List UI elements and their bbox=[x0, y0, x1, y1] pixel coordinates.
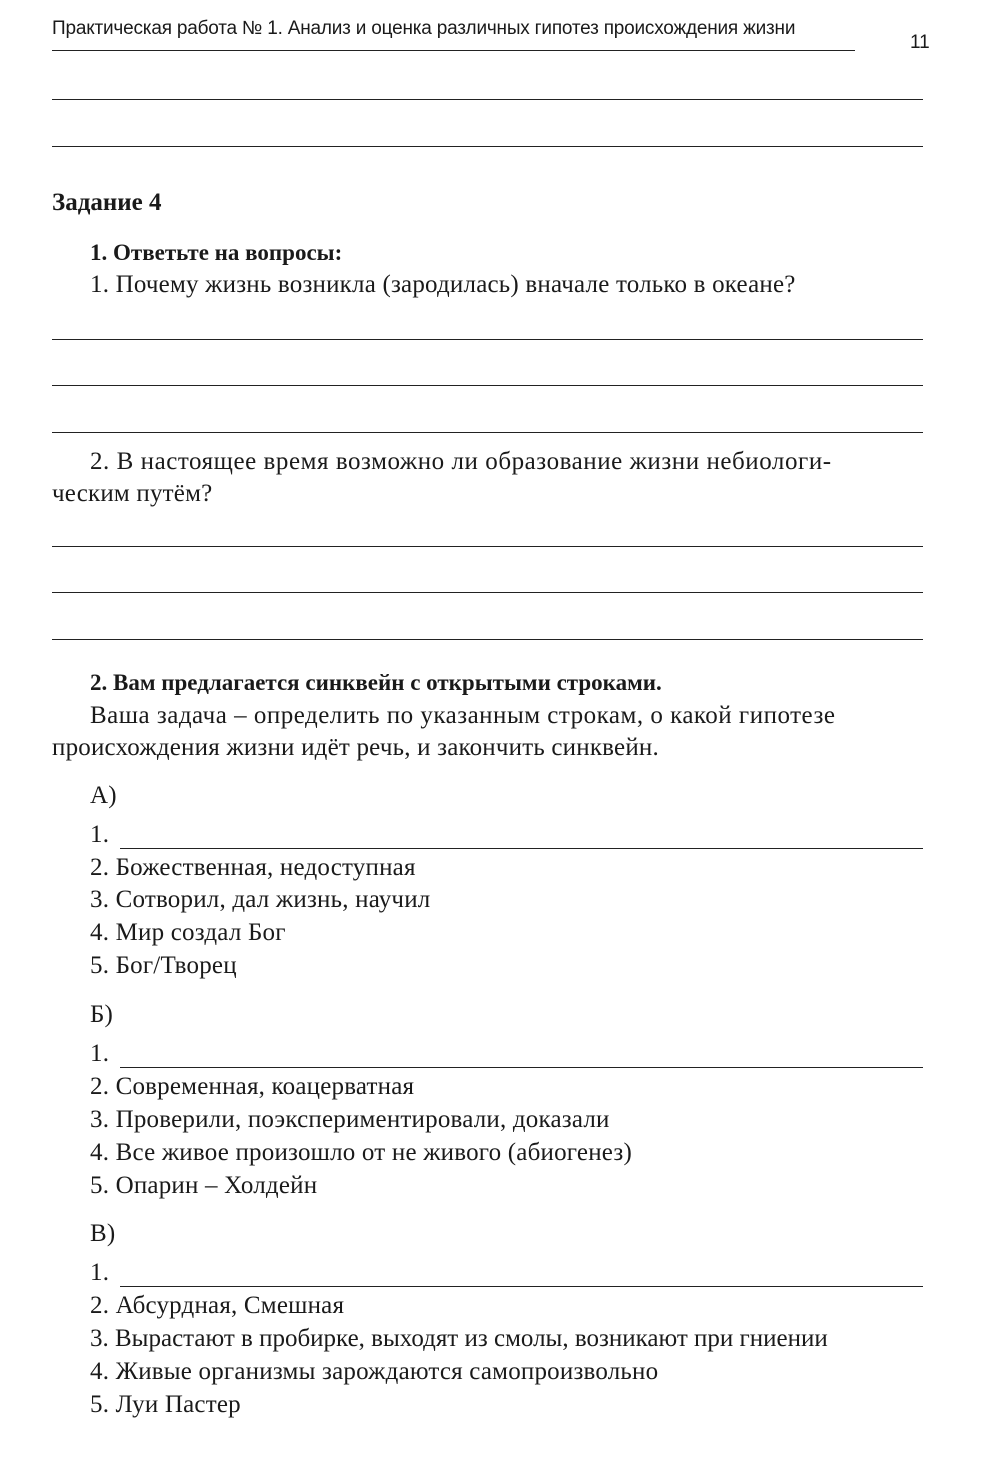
answer-line[interactable] bbox=[52, 99, 923, 100]
answer-line[interactable] bbox=[52, 339, 923, 340]
block-a-answer-line[interactable] bbox=[120, 848, 923, 849]
block-v-line-1: 1. bbox=[90, 1259, 110, 1286]
block-b-line-3: 3. Проверили, поэкспериментировали, доказали bbox=[90, 1106, 610, 1133]
block-a-label: А) bbox=[90, 782, 117, 809]
block-v-label: В) bbox=[90, 1220, 116, 1247]
answer-line[interactable] bbox=[52, 432, 923, 433]
page-number: 11 bbox=[910, 32, 930, 53]
block-a-line-1: 1. bbox=[90, 821, 110, 848]
header-rule bbox=[52, 50, 855, 51]
running-title: Практическая работа № 1. Анализ и оценка различных гипотез происхождения жизни bbox=[52, 18, 796, 39]
part2-intro-line-1: Ваша задача – определить по указанным строкам, о какой гипотезе bbox=[90, 702, 836, 729]
block-v-answer-line[interactable] bbox=[120, 1286, 923, 1287]
question-2-line-1: 2. В настоящее время возможно ли образование жизни небиологи- bbox=[90, 448, 832, 475]
block-b-line-2: 2. Современная, коацерватная bbox=[90, 1073, 415, 1100]
block-v-line-5: 5. Луи Пастер bbox=[90, 1391, 241, 1418]
answer-line[interactable] bbox=[52, 146, 923, 147]
question-1: 1. Почему жизнь возникла (зародилась) вначале только в океане? bbox=[90, 271, 796, 298]
block-a-line-5: 5. Бог/Творец bbox=[90, 952, 237, 979]
answer-line[interactable] bbox=[52, 385, 923, 386]
part2-intro-line-2: происхождения жизни идёт речь, и закончить синквейн. bbox=[52, 734, 659, 761]
answer-line[interactable] bbox=[52, 639, 923, 640]
answer-line[interactable] bbox=[52, 592, 923, 593]
part1-heading: 1. Ответьте на вопросы: bbox=[90, 240, 343, 265]
block-a-line-4: 4. Мир создал Бог bbox=[90, 919, 286, 946]
block-b-label: Б) bbox=[90, 1001, 114, 1028]
block-a-line-3: 3. Сотворил, дал жизнь, научил bbox=[90, 886, 431, 913]
block-v-line-2: 2. Абсурдная, Смешная bbox=[90, 1292, 345, 1319]
task-title: Задание 4 bbox=[52, 189, 162, 216]
block-b-line-5: 5. Опарин – Холдейн bbox=[90, 1172, 318, 1199]
part2-heading: 2. Вам предлагается синквейн с открытыми строками. bbox=[90, 670, 662, 695]
block-b-answer-line[interactable] bbox=[120, 1067, 923, 1068]
block-b-line-1: 1. bbox=[90, 1040, 110, 1067]
question-2-line-2: ческим путём? bbox=[52, 480, 213, 507]
block-v-line-4: 4. Живые организмы зарождаются самопроизвольно bbox=[90, 1358, 659, 1385]
block-a-line-2: 2. Божественная, недоступная bbox=[90, 854, 416, 881]
block-v-line-3: 3. Вырастают в пробирке, выходят из смолы, возникают при гниении bbox=[90, 1325, 828, 1352]
block-b-line-4: 4. Все живое произошло от не живого (абиогенез) bbox=[90, 1139, 632, 1166]
answer-line[interactable] bbox=[52, 546, 923, 547]
